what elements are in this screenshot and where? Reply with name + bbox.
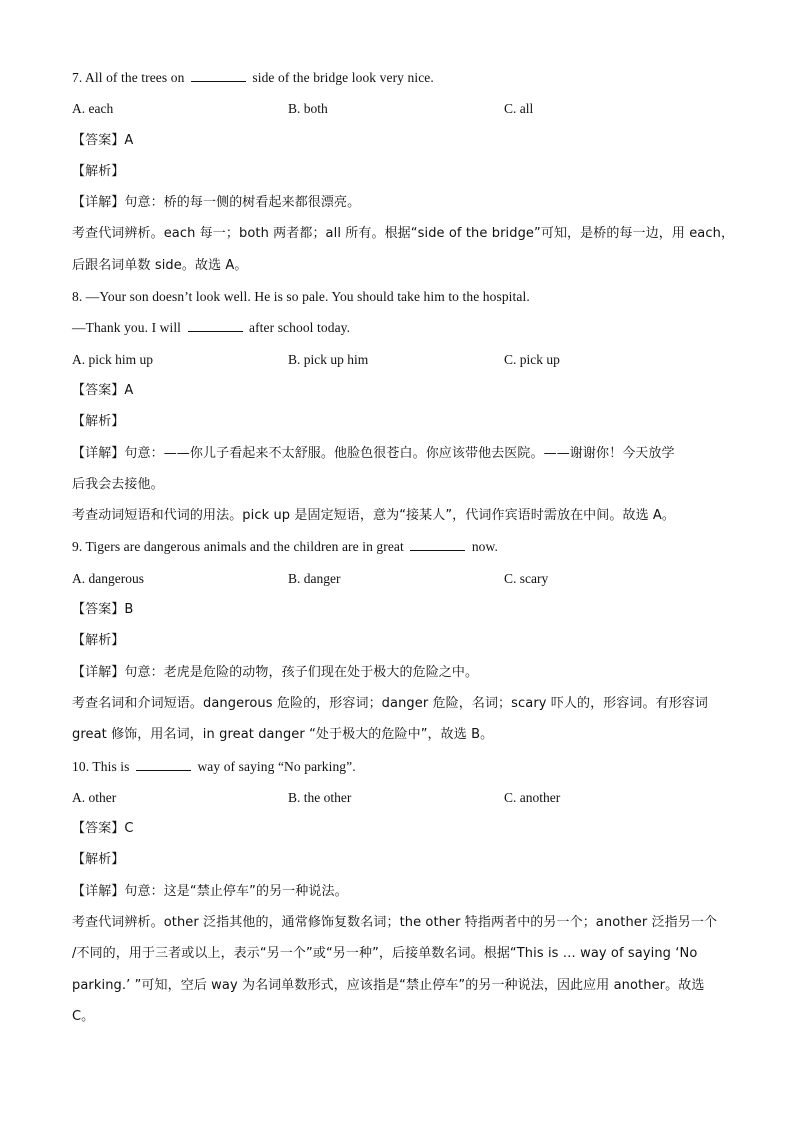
detail-text: 后我会去接他。 bbox=[72, 476, 164, 492]
answer-blank bbox=[136, 758, 191, 771]
option-c: C. pick up bbox=[504, 351, 560, 367]
option-a: A. pick him up bbox=[72, 351, 153, 367]
explanation-line: C。 bbox=[72, 1008, 95, 1024]
stem-text: 10. This is bbox=[72, 758, 133, 774]
option-b: B. danger bbox=[288, 570, 341, 586]
option-a: A. dangerous bbox=[72, 570, 144, 586]
detail-text: 【详解】句意：这是“禁止停车”的另一种说法。 bbox=[72, 883, 348, 899]
option-c: C. all bbox=[504, 101, 534, 117]
stem-text: 9. Tigers are dangerous animals and the children are in great bbox=[72, 539, 408, 555]
analysis-label: 【解析】 bbox=[72, 633, 125, 649]
analysis-label: 【解析】 bbox=[72, 414, 125, 430]
stem-text: —Thank you. I will bbox=[72, 320, 185, 336]
document-page bbox=[72, 62, 735, 1032]
question-10-stem bbox=[72, 751, 722, 782]
answer-label: 【答案】A bbox=[72, 132, 134, 148]
option-a: A. each bbox=[72, 101, 114, 117]
detail-text: 【详解】句意：桥的每一侧的树看起来都很漂亮。 bbox=[72, 195, 361, 211]
option-c: C. scary bbox=[504, 570, 549, 586]
explanation-line: great 修饰，用名词，in great danger “处于极大的危险中”，故选 B。 bbox=[72, 727, 494, 743]
detail-text: 【详解】句意：——你儿子看起来不太舒服。他脸色很苍白。你应该带他去医院。——谢谢你！今天放学 bbox=[72, 445, 675, 461]
detail-text: 【详解】句意：老虎是危险的动物，孩子们现在处于极大的危险之中。 bbox=[72, 664, 479, 680]
question-8-stem: 8. —Your son doesn’t look well. He is so pale. You should take him to the hospital. bbox=[72, 289, 530, 305]
answer-blank bbox=[410, 538, 465, 551]
answer-blank bbox=[188, 319, 243, 332]
answer-blank bbox=[191, 69, 246, 82]
question-10-options bbox=[72, 782, 722, 813]
answer-label: 【答案】C bbox=[72, 821, 134, 837]
answer-label: 【答案】A bbox=[72, 382, 134, 398]
explanation-line: /不同的，用于三者或以上，表示“另一个”或“另一种”，后接单数名词。根据“This is … way of saying ‘No bbox=[72, 946, 698, 962]
answer-label: 【答案】B bbox=[72, 602, 134, 618]
question-8-options bbox=[72, 344, 722, 375]
explanation-line: 考查名词和介词短语。dangerous 危险的，形容词；danger 危险，名词；scary 吓人的，形容词。有形容词 bbox=[72, 695, 709, 711]
question-9-options bbox=[72, 563, 722, 594]
question-8-stem-reply bbox=[72, 312, 722, 343]
stem-text: way of saying “No parking”. bbox=[193, 758, 356, 774]
analysis-label: 【解析】 bbox=[72, 852, 125, 868]
option-c: C. another bbox=[504, 789, 561, 805]
option-b: B. pick up him bbox=[288, 351, 369, 367]
question-7-stem bbox=[72, 62, 722, 93]
explanation-line: 考查代词辨析。each 每一；both 两者都；all 所有。根据“side of the bridge”可知，是桥的每一边，用 each， bbox=[72, 226, 735, 242]
explanation-line: 后跟名词单数 side。故选 A。 bbox=[72, 257, 248, 273]
option-b: B. both bbox=[288, 101, 328, 117]
question-7-options bbox=[72, 93, 722, 124]
stem-text: now. bbox=[468, 539, 498, 555]
stem-text: after school today. bbox=[245, 320, 351, 336]
option-a: A. other bbox=[72, 789, 117, 805]
option-b: B. the other bbox=[288, 789, 352, 805]
question-9-stem bbox=[72, 531, 722, 562]
explanation-line: parking.’ ”可知，空后 way 为名词单数形式，应该指是“禁止停车”的另一种说法，因此应用 another。故选 bbox=[72, 977, 705, 993]
stem-text: side of the bridge look very nice. bbox=[248, 70, 434, 85]
stem-text: 7. All of the trees on bbox=[72, 70, 188, 85]
analysis-label: 【解析】 bbox=[72, 163, 125, 179]
explanation-line: 考查代词辨析。other 泛指其他的，通常修饰复数名词；the other 特指两者中的另一个；another 泛指另一个 bbox=[72, 915, 718, 931]
explanation-line: 考查动词短语和代词的用法。pick up 是固定短语，意为“接某人”，代词作宾语时需放在中间。故选 A。 bbox=[72, 508, 675, 524]
